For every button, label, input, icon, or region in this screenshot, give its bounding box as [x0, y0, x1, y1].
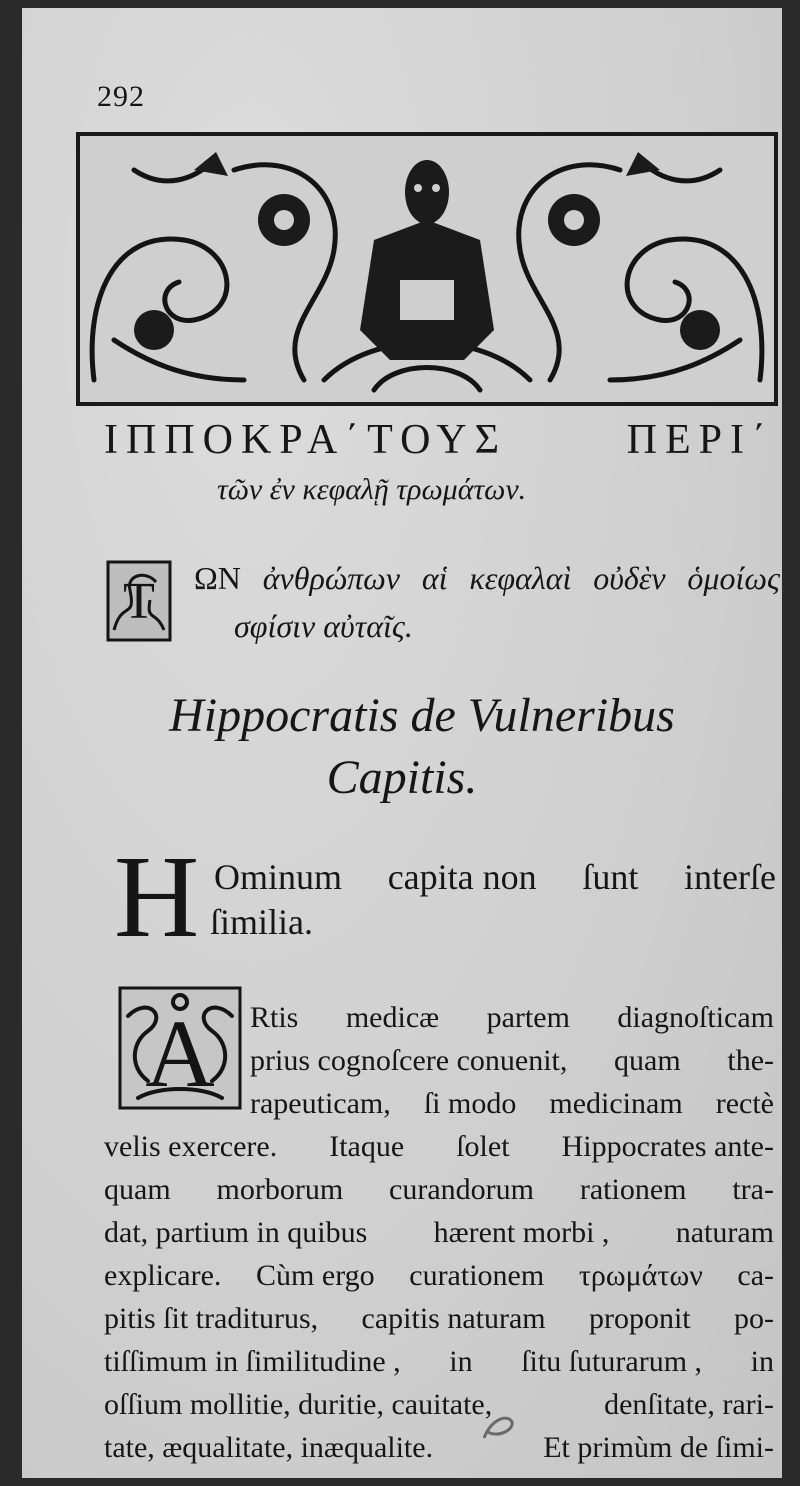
body-text-segment: pitis ſit traditurus,	[104, 1302, 319, 1335]
verse-word: ſunt	[582, 857, 639, 897]
body-text-segment: velis exercere.	[104, 1130, 278, 1163]
body-text-segment: hærent morbi ,	[433, 1216, 610, 1249]
body-text-line	[104, 1345, 774, 1379]
body-text-line	[104, 1216, 774, 1250]
body-text-segment: partem	[486, 1001, 570, 1034]
ink-flourish-icon	[478, 1408, 518, 1444]
greek-word: ΩΝ	[194, 560, 241, 596]
greek-word: κεφαλαὶ	[469, 560, 572, 596]
body-text-segment: medicinam	[549, 1087, 683, 1120]
body-text-segment: prius cognoſcere conuenit,	[250, 1044, 568, 1077]
body-text-line	[104, 1259, 774, 1293]
body-text-line	[250, 1001, 774, 1035]
body-text-segment: Rtis	[250, 1001, 299, 1034]
body-text-line	[104, 1302, 774, 1336]
verse-line: ſimilia.	[210, 902, 313, 942]
book-page	[22, 8, 782, 1478]
body-text-line	[104, 1431, 774, 1465]
verse-word: Ominum	[214, 857, 343, 897]
floral-headpiece-icon	[74, 130, 780, 408]
body-text-segment: τρωμάτων	[578, 1259, 703, 1292]
page-number: 292	[97, 80, 145, 113]
greek-title	[104, 416, 774, 464]
body-text-segment: in	[449, 1345, 473, 1378]
body-text-segment: quam	[104, 1173, 171, 1206]
body-text-segment: in	[750, 1345, 774, 1378]
body-text-segment: curandorum	[389, 1173, 534, 1206]
body-text-line	[250, 1087, 774, 1121]
body-text-segment: tra-	[732, 1173, 774, 1206]
body-text-segment: rapeuticam,	[250, 1087, 391, 1120]
greek-subtitle: τῶν ἐν κεφαλῇ τρωμάτων.	[217, 473, 527, 506]
body-text-segment: tiſſimum in ſimilitudine ,	[104, 1345, 401, 1378]
greek-word: ὁμοίως	[687, 560, 780, 596]
body-text-segment: proponit	[588, 1302, 691, 1335]
body-text-segment: quam	[614, 1044, 681, 1077]
body-text-segment: Itaque	[329, 1130, 405, 1163]
body-text-segment: Hippocrates ante-	[561, 1130, 774, 1163]
body-text-segment: curationem	[409, 1259, 545, 1292]
ornamental-drop-cap-icon	[118, 986, 242, 1110]
body-text-segment: ſi modo	[423, 1087, 517, 1120]
body-text-segment: ſolet	[456, 1130, 510, 1163]
body-text-segment: naturam	[675, 1216, 774, 1249]
verse-initial: H	[114, 831, 200, 962]
latin-title: Capitis.	[326, 751, 478, 804]
latin-title: Hippocratis de Vulneribus	[169, 689, 675, 742]
greek-text-line: σφίσιν αὐταῖς.	[234, 608, 413, 644]
body-text-segment: morborum	[216, 1173, 344, 1206]
body-text-segment: capitis naturam	[361, 1302, 546, 1335]
body-text-segment: medicæ	[345, 1001, 440, 1034]
greek-title-word: ΙΠΠΟΚΡΑ΄ΤΟΥΣ	[104, 417, 508, 463]
body-text-segment: ca-	[737, 1259, 774, 1292]
body-text-segment: oſſium mollitie, duritie, cauitate,	[104, 1388, 493, 1421]
ornamental-drop-cap-icon	[106, 560, 172, 642]
greek-word: οὐδὲν	[593, 560, 666, 596]
body-text-line	[104, 1130, 774, 1164]
body-text-segment: ſitu ſuturarum ,	[521, 1345, 703, 1378]
body-text-segment: explicare.	[104, 1259, 222, 1292]
body-text-segment: rectè	[715, 1087, 774, 1120]
body-text-segment: the-	[727, 1044, 774, 1077]
body-text-line	[250, 1044, 774, 1078]
greek-word: αἱ	[421, 560, 448, 596]
greek-word: ἀνθρώπων	[262, 560, 400, 596]
greek-text-line	[194, 560, 780, 597]
body-text-segment: diagnoſticam	[617, 1001, 774, 1034]
drop-cap-letter: T	[123, 573, 155, 630]
verse-word: interſe	[684, 857, 776, 897]
verse-line	[214, 856, 776, 898]
body-text-segment: Et primùm de ſimi-	[543, 1431, 774, 1464]
body-text-segment: denſitate, rari-	[604, 1388, 774, 1421]
body-text-segment: po-	[733, 1302, 774, 1335]
body-text-segment: tate, æqualitate, inæqualite.	[104, 1431, 434, 1464]
body-text-line	[104, 1173, 774, 1207]
drop-cap-letter: A	[145, 1000, 215, 1107]
body-text-segment: dat, partium in quibus	[104, 1216, 368, 1249]
body-text-line	[104, 1388, 774, 1422]
body-text-segment: rationem	[579, 1173, 687, 1206]
greek-title-word: ΠΕΡΙ΄	[626, 417, 774, 463]
body-text-segment: Cùm ergo	[256, 1259, 375, 1292]
verse-word: capita non	[387, 857, 537, 897]
